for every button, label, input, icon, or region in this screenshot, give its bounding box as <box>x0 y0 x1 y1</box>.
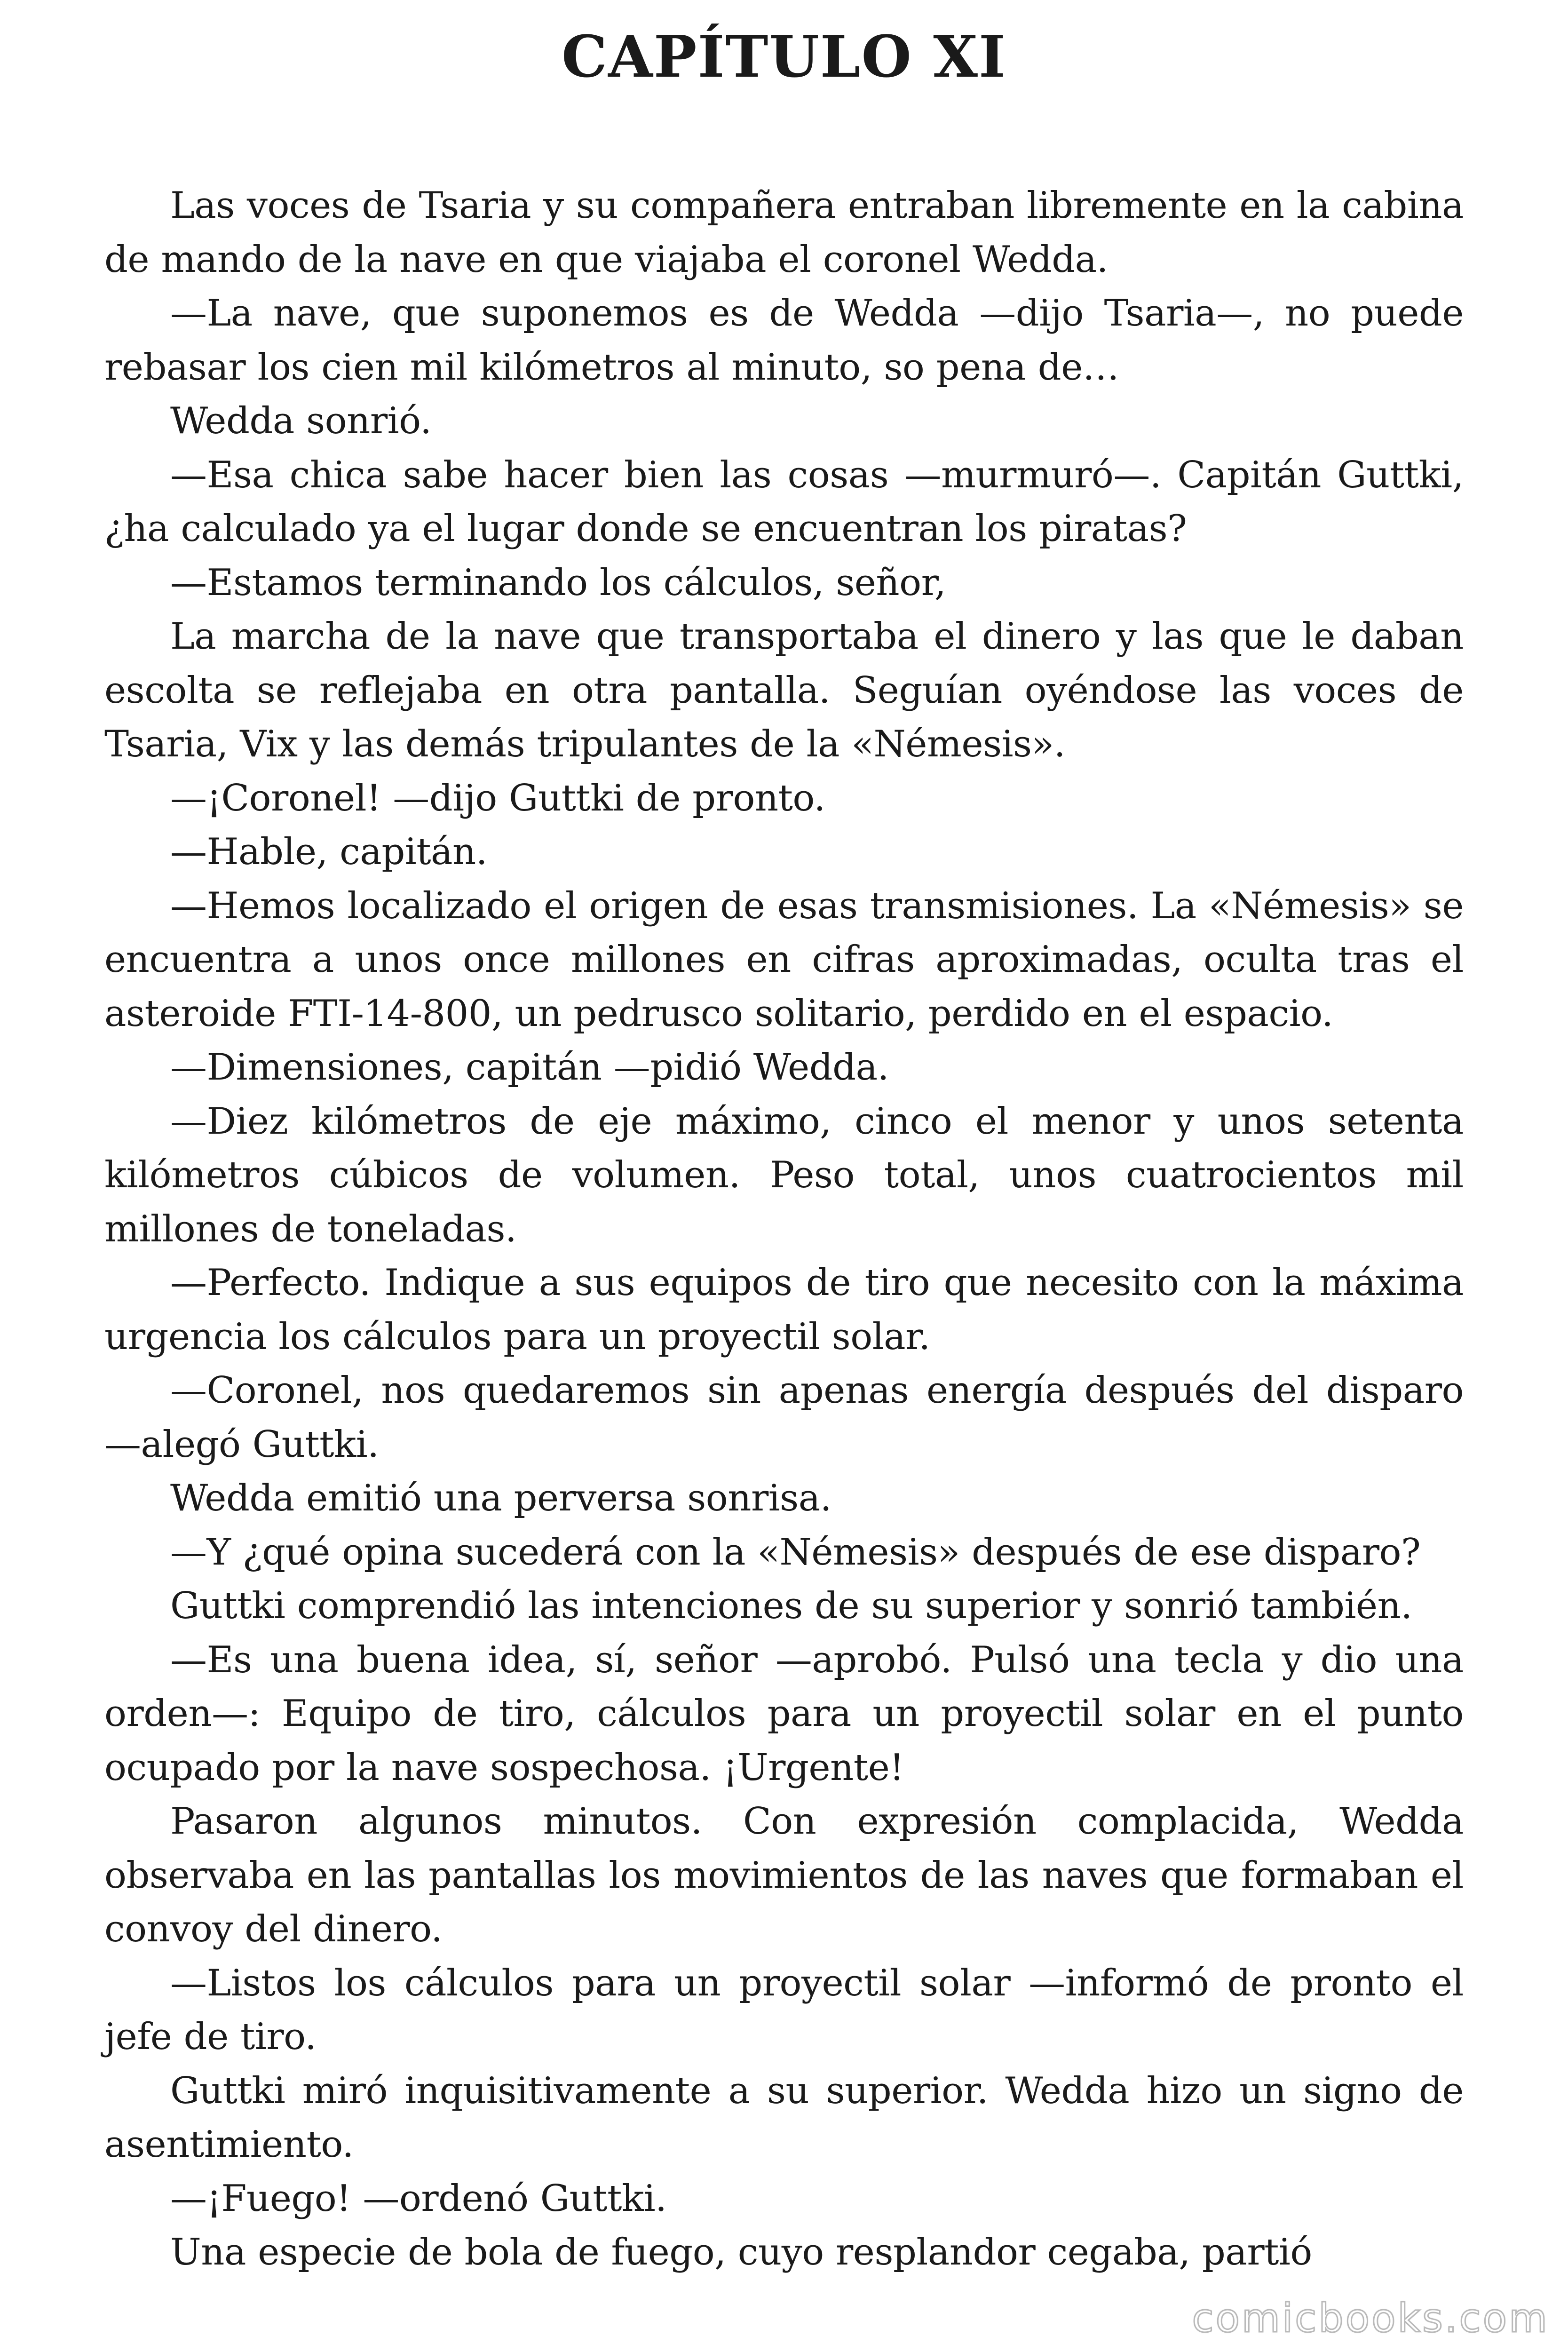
paragraph: Guttki comprendió las intenciones de su superior y sonrió también. <box>170 1585 1412 1627</box>
paragraph: —La nave, que suponemos es de Wedda —dijo Tsaria—, no puede rebasar los cien mil kilómetros al minuto, so pena de… <box>104 292 1464 389</box>
paragraph: —¡Fuego! —ordenó Guttki. <box>170 2177 667 2220</box>
paragraph: —Esa chica sabe hacer bien las cosas —murmuró—. Capitán Guttki, ¿ha calculado ya el lugar donde se encuentran los piratas? <box>104 453 1464 550</box>
paragraph: La marcha de la nave que transportaba el dinero y las que le daban escolta se reflejaba en otra pantalla. Seguían oyéndose las voces de Tsaria, Vix y las demás tripulantes de la «Némesis». <box>104 615 1464 765</box>
paragraph: —Y ¿qué opina sucederá con la «Némesis» después de ese disparo? <box>170 1531 1421 1573</box>
paragraph: Las voces de Tsaria y su compañera entraban libremente en la cabina de mando de la nave en que viajaba el coronel Wedda. <box>104 184 1464 281</box>
paragraph: —¡Coronel! —dijo Guttki de pronto. <box>170 777 825 819</box>
paragraph: Guttki miró inquisitivamente a su superior. Wedda hizo un signo de asentimiento. <box>104 2069 1464 2166</box>
chapter-title: CAPÍTULO XI <box>562 23 1006 90</box>
paragraph: Wedda emitió una perversa sonrisa. <box>170 1477 832 1519</box>
paragraph: —Perfecto. Indique a sus equipos de tiro que necesito con la máxima urgencia los cálculos para un proyectil solar. <box>104 1262 1464 1358</box>
paragraph: —Listos los cálculos para un proyectil solar —informó de pronto el jefe de tiro. <box>104 1962 1464 2058</box>
paragraph: —Diez kilómetros de eje máximo, cinco el menor y unos setenta kilómetros cúbicos de volumen. Peso total, unos cuatrocientos mil millones de toneladas. <box>104 1100 1464 1250</box>
paragraph: Pasaron algunos minutos. Con expresión complacida, Wedda observaba en las pantallas los movimientos de las naves que formaban el convoy del dinero. <box>104 1800 1464 1950</box>
paragraph: —Es una buena idea, sí, señor —aprobó. Pulsó una tecla y dio una orden—: Equipo de tiro, cálculos para un proyectil solar en el punto ocupado por la nave sospechosa. ¡Urgente! <box>104 1638 1464 1789</box>
paragraph: —Hable, capitán. <box>170 831 488 873</box>
paragraph: —Hemos localizado el origen de esas transmisiones. La «Némesis» se encuentra a unos once millones en cifras aproximadas, oculta tras el asteroide FTI-14-800, un pedrusco solitario, perdido en el espacio. <box>104 884 1464 1035</box>
paragraph: —Dimensiones, capitán —pidió Wedda. <box>170 1046 889 1089</box>
paragraph: —Estamos terminando los cálculos, señor, <box>170 561 946 604</box>
watermark-logo: comicbooks.com <box>1192 2295 1549 2341</box>
paragraph: Una especie de bola de fuego, cuyo resplandor cegaba, partió <box>170 2231 1312 2273</box>
paragraph: —Coronel, nos quedaremos sin apenas energía después del disparo —alegó Guttki. <box>104 1369 1464 1466</box>
paragraph: Wedda sonrió. <box>170 400 432 442</box>
chapter-body <box>104 179 1464 2280</box>
